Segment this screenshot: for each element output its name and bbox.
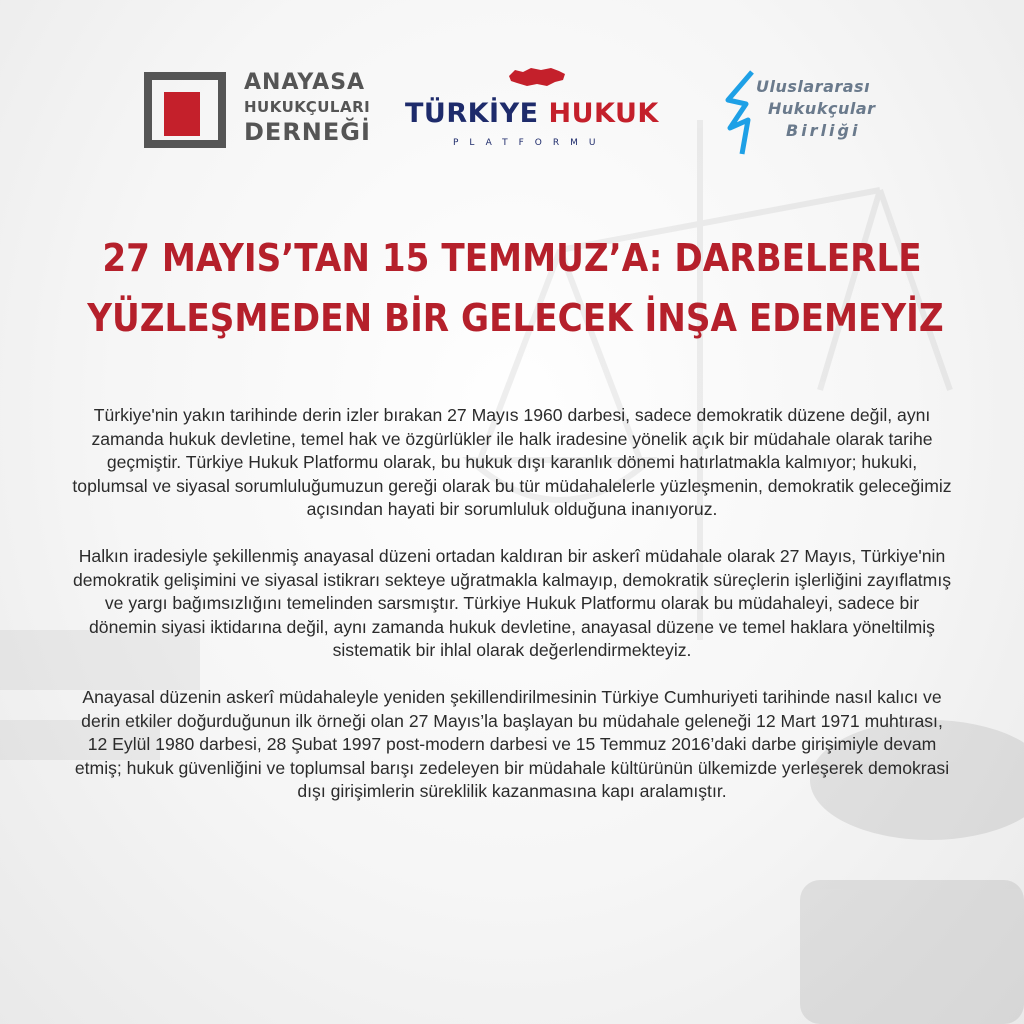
uhb-line2: Hukukçular: [768, 99, 876, 118]
ahd-line2: HUKUKÇULARI: [244, 98, 371, 116]
uhb-logo: [722, 70, 892, 160]
ahd-mark-icon: [144, 72, 226, 148]
logo-bar: [0, 60, 1024, 160]
title-line1: 27 MAYIS’TAN 15 TEMMUZ’A: DARBELERLE: [102, 236, 922, 280]
turkey-map-icon: [507, 66, 567, 88]
ahd-logo: [144, 68, 380, 152]
uhb-line3: Birliği: [786, 121, 861, 140]
thp-subtitle: PLATFORMU: [453, 138, 607, 148]
paragraph-1: Türkiye'nin yakın tarihinde derin izler bırakan 27 Mayıs 1960 darbesi, sadece demokratik düzene değil, aynı zamanda hukuk devletine, temel hak ve özgürlükler ile halk iradesine yönelik açık bir müdahale olarak tarihe geçmiştir. Türkiye Hukuk Platformu olarak, bu hukuk dışı karanlık dönemi hatırlatmakla kalmıyor; hukuki, toplumsal ve siyasal sorumluluğumuzun gereği olarak bu tür müdahalelerle yüzleşmenin, demokratik geleceğimiz açısından hayati bir sorumluluk olduğuna inanıyoruz.: [72, 405, 952, 520]
thp-name: [405, 98, 659, 129]
thp-name-part1: TÜRKİYE: [405, 98, 539, 129]
thp-name-part2: HUKUK: [548, 98, 659, 129]
title-line2: YÜZLEŞMEDEN BİR GELECEK İNŞA EDEMEYİZ: [87, 296, 944, 340]
paragraph-2: Halkın iradesiyle şekillenmiş anayasal düzeni ortadan kaldıran bir askerî müdahale olarak 27 Mayıs, Türkiye'nin demokratik gelişimini ve siyasal istikrarı sekteye uğratmakla kalmayıp, demokratik süreçlerin işlerliğini zayıflatmış ve yargı bağımsızlığını temelinden sarsmıştır. Türkiye Hukuk Platformu olarak bu müdahaleyi, sadece bir dönemin siyasi iktidarına değil, aynı zamanda hukuk devletine, anayasal düzene ve temel haklara yöneltilmiş sistematik bir ihlal olarak değerlendirmekteyiz.: [72, 545, 952, 661]
ahd-line3: DERNEĞİ: [244, 118, 371, 146]
ahd-line1: ANAYASA: [244, 70, 366, 95]
statement-body: [70, 404, 954, 827]
thp-logo: [405, 66, 665, 156]
uhb-line1: Uluslararası: [756, 77, 871, 96]
paragraph-3: Anayasal düzenin askerî müdahaleyle yeniden şekillendirilmesinin Türkiye Cumhuriyeti tarihinde nasıl kalıcı ve derin etkiler doğurduğunun ilk örneği olan 27 Mayıs’la başlayan bu müdahale geleneği 12 Mart 1971 muhtırası, 12 Eylül 1980 darbesi, 28 Şubat 1997 post-modern darbesi ve 15 Temmuz 2016’daki darbe girişimiyle devam etmiş; hukuk güvenliğini ve toplumsal barışı zedeleyen bir müdahale kültürünün ülkemizde yerleşerek demokrasi dışı girişimlerin süreklilik kazanmasına kapı aralamıştır.: [74, 686, 950, 802]
page-title: [87, 228, 944, 348]
